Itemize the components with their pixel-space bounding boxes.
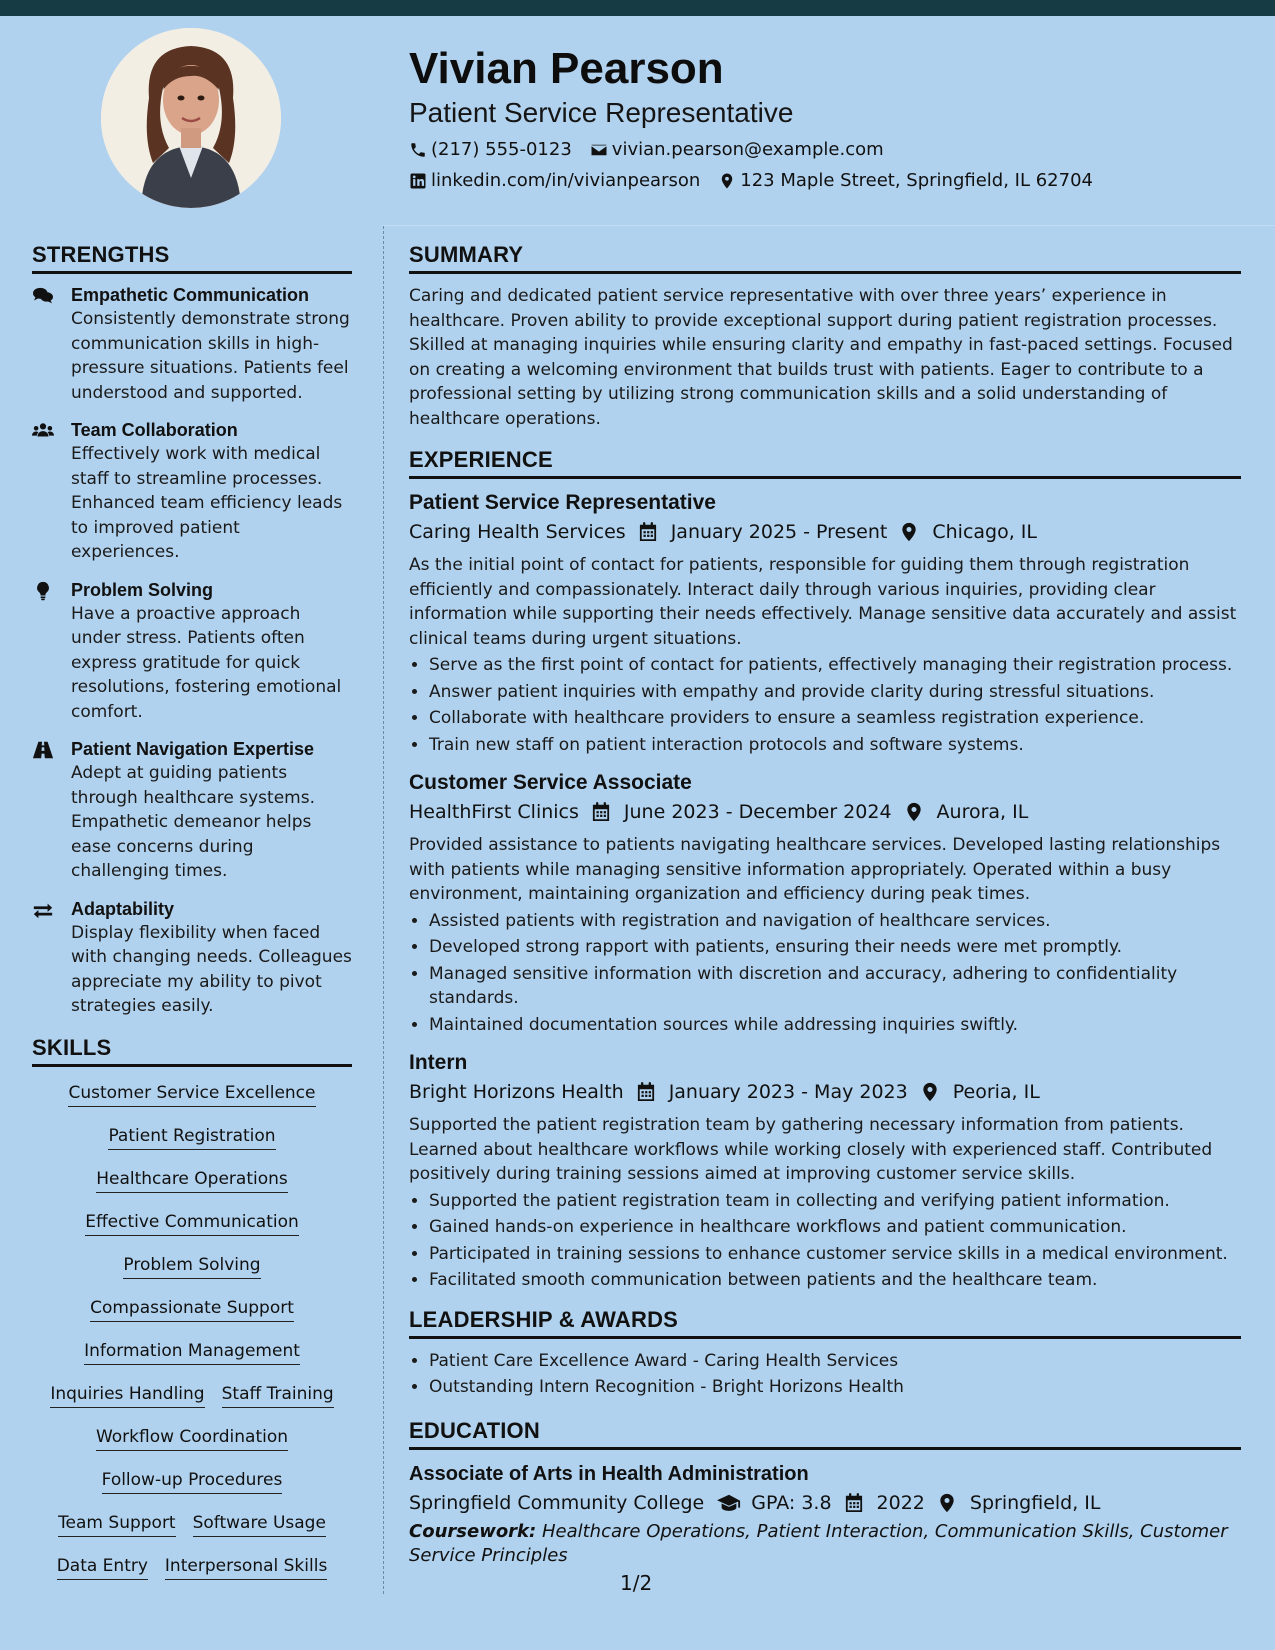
strength-description: Effectively work with medical staff to streamline processes. Enhanced team efficiency leads to improved patient experiences. [71, 444, 343, 562]
coursework-text: Healthcare Operations, Patient Interaction, Communication Skills, Customer Service Principles [409, 1520, 1228, 1566]
linkedin-contact[interactable] [409, 170, 700, 192]
job-bullet: • Facilitated smooth communication between patients and the healthcare team. [429, 1268, 1241, 1293]
job-location: Aurora, IL [936, 801, 1029, 823]
strength-item [32, 898, 352, 1019]
skill-tag: Workflow Coordination [96, 1425, 288, 1451]
job-bullet: • Serve as the first point of contact for patients, effectively managing their registration process. [429, 653, 1241, 678]
job-bullets [409, 1189, 1241, 1293]
skill-tag: Follow-up Procedures [102, 1468, 283, 1494]
candidate-name: Vivian Pearson [409, 44, 724, 93]
skill-row [32, 1382, 352, 1408]
job-entry [409, 769, 1241, 1037]
skill-tag: Interpersonal Skills [165, 1554, 327, 1580]
address-contact [718, 170, 1093, 192]
job-title: Customer Service Associate [409, 771, 692, 794]
education-location: Springfield, IL [969, 1491, 1101, 1514]
job-dates: June 2023 - December 2024 [623, 801, 892, 823]
resume-header [409, 42, 1249, 192]
job-location: Peoria, IL [952, 1081, 1040, 1103]
map-pin-icon [900, 522, 918, 542]
strength-description: Have a proactive approach under stress. Patients often express gratitude for quick resolutions, fostering emotional comfort. [71, 603, 342, 722]
skill-tag: Team Support [58, 1511, 176, 1537]
school-name [409, 1490, 704, 1516]
strength-item [32, 284, 352, 405]
skill-row [32, 1124, 352, 1150]
portrait-image [101, 28, 281, 208]
users-icon [32, 421, 54, 441]
company-name: HealthFirst Clinics [409, 801, 579, 823]
map-pin-icon [718, 172, 736, 190]
email-text: vivian.pearson@example.com [611, 139, 884, 160]
job-bullet: • Maintained documentation sources while addressing inquiries swiftly. [429, 1013, 1241, 1038]
calendar-icon [845, 1493, 863, 1513]
coursework [409, 1520, 1241, 1569]
job-meta [409, 1079, 1241, 1105]
skill-row [32, 1296, 352, 1322]
email-contact[interactable] [590, 139, 884, 161]
skill-row [32, 1511, 352, 1537]
strength-description: Adept at guiding patients through healthcare systems. Empathetic demeanor helps ease concerns during challenging times. [71, 763, 315, 881]
job-bullets [409, 909, 1241, 1038]
experience-heading: EXPERIENCE [409, 445, 1241, 479]
phone-contact[interactable] [409, 139, 572, 161]
calendar-icon [639, 522, 657, 542]
job-bullet: • Answer patient inquiries with empathy and provide clarity during stressful situations. [429, 680, 1241, 705]
skill-tag: Staff Training [222, 1382, 334, 1408]
job-meta [409, 799, 1241, 825]
left-column [32, 240, 352, 1597]
strength-description: Display flexibility when faced with changing needs. Colleagues appreciate my ability to pivot strategies easily. [71, 922, 352, 1016]
job-bullet: • Assisted patients with registration and navigation of healthcare services. [429, 909, 1241, 934]
strength-item [32, 738, 352, 884]
linkedin-text: linkedin.com/in/vivianpearson [431, 170, 701, 191]
job-bullet: • Supported the patient registration team in collecting and verifying patient information. [429, 1189, 1241, 1214]
graduation-cap-icon [717, 1493, 741, 1513]
map-pin-icon [905, 802, 923, 822]
job-bullet: • Gained hands-on experience in healthcare workflows and patient communication. [429, 1215, 1241, 1240]
skill-tag: Compassionate Support [90, 1296, 294, 1322]
skill-row [32, 1253, 352, 1279]
skill-row [32, 1425, 352, 1451]
road-icon [32, 740, 54, 760]
awards-heading: LEADERSHIP & AWARDS [409, 1305, 1241, 1339]
education-heading: EDUCATION [409, 1416, 1241, 1450]
map-pin-icon [938, 1493, 956, 1513]
job-bullet: • Participated in training sessions to enhance customer service skills in a medical environment. [429, 1242, 1241, 1267]
chat-bubbles-icon [32, 286, 54, 306]
skill-tag: Information Management [84, 1339, 300, 1365]
skill-tag: Customer Service Excellence [68, 1081, 315, 1107]
strengths-heading: STRENGTHS [32, 240, 352, 274]
job-bullets [409, 653, 1241, 757]
strength-title: Empathetic Communication [71, 285, 310, 305]
job-bullet: • Developed strong rapport with patients, ensuring their needs were met promptly. [429, 935, 1241, 960]
linkedin-icon [409, 172, 427, 190]
strength-title: Problem Solving [71, 579, 214, 600]
skill-row [32, 1167, 352, 1193]
job-title: Patient Service Representative [409, 491, 716, 514]
job-list [409, 489, 1241, 1293]
skill-row [32, 1210, 352, 1236]
skills-list [32, 1081, 352, 1580]
award-item: • Patient Care Excellence Award - Caring Health Services [429, 1349, 1241, 1374]
skill-tag: Data Entry [57, 1554, 148, 1580]
job-meta [409, 519, 1241, 545]
gpa-text: GPA: 3.8 [751, 1491, 832, 1514]
job-description: Supported the patient registration team by gathering necessary information from patients. Learned about healthcare workflows while working closely with experienced staff. Contributed positively during training sessions aimed at improving customer service skills. [409, 1115, 1213, 1184]
summary-text: Caring and dedicated patient service representative with over three years’ experience in healthcare. Proven ability to provide exceptional support during patient registration processes. Skilled at managing inquiries while ensuring clarity and empathy in fast-paced settings. Focused on creating a welcoming environment that builds trust with patients. Eager to contribute to a professional setting by utilizing strong communication skills and a solid understanding of healthcare operations. [409, 286, 1233, 429]
header-divider [382, 225, 1275, 226]
top-accent-bar [0, 0, 1275, 16]
contact-row-2 [409, 170, 1249, 192]
job-entry [409, 1049, 1241, 1293]
job-bullet: • Collaborate with healthcare providers to ensure a seamless registration experience. [429, 706, 1241, 731]
job-bullet: • Train new staff on patient interaction protocols and software systems. [429, 733, 1241, 758]
skill-tag: Problem Solving [123, 1253, 260, 1279]
contact-row-1 [409, 139, 1249, 161]
exchange-arrows-icon [32, 900, 54, 920]
job-location: Chicago, IL [932, 521, 1037, 543]
skill-tag: Patient Registration [108, 1124, 275, 1150]
company-name: Bright Horizons Health [409, 1081, 624, 1103]
strength-title: Team Collaboration [71, 420, 238, 440]
envelope-icon [590, 141, 608, 159]
education-meta [409, 1490, 1241, 1516]
skill-row [32, 1554, 352, 1580]
job-dates: January 2023 - May 2023 [668, 1081, 908, 1103]
awards-list [409, 1349, 1241, 1400]
strength-title: Patient Navigation Expertise [71, 739, 315, 759]
right-column [409, 240, 1241, 1569]
coursework-label: Coursework: [409, 1520, 537, 1542]
strength-description: Consistently demonstrate strong communication skills in high-pressure situations. Patients feel understood and supported. [71, 309, 350, 403]
award-item: • Outstanding Intern Recognition - Bright Horizons Health [429, 1375, 1241, 1400]
skill-tag: Software Usage [193, 1511, 326, 1537]
phone-text: (217) 555-0123 [431, 139, 572, 160]
job-bullet: • Managed sensitive information with discretion and accuracy, adhering to confidentiality standards. [429, 962, 1241, 1011]
phone-icon [409, 141, 427, 159]
company-name: Caring Health Services [409, 521, 626, 543]
lightbulb-icon [32, 581, 54, 601]
skill-row [32, 1339, 352, 1365]
page-number: 1/2 [620, 1571, 653, 1595]
skill-tag: Inquiries Handling [50, 1382, 204, 1408]
job-description: Provided assistance to patients navigating healthcare services. Developed lasting relationships with patients while managing sensitive information appropriately. Operated within a busy environment, maintaining organization and efficiency during peak times. [409, 835, 1221, 904]
school-text: Springfield Community College [409, 1491, 705, 1514]
calendar-icon [637, 1082, 655, 1102]
skill-row [32, 1468, 352, 1494]
candidate-title: Patient Service Representative [409, 97, 794, 128]
strength-item [32, 419, 352, 565]
skill-tag: Effective Communication [85, 1210, 299, 1236]
job-title: Intern [409, 1051, 468, 1074]
strength-title: Adaptability [71, 898, 175, 919]
calendar-icon [592, 802, 610, 822]
skill-tag: Healthcare Operations [96, 1167, 288, 1193]
job-dates: January 2025 - Present [670, 521, 888, 543]
column-divider [383, 226, 384, 1594]
job-entry [409, 489, 1241, 757]
profile-photo [101, 28, 281, 208]
summary-heading: SUMMARY [409, 240, 1241, 274]
strength-item [32, 579, 352, 725]
skills-heading: SKILLS [32, 1033, 352, 1067]
job-description: As the initial point of contact for patients, responsible for guiding them through registration efficiently and compassionately. Interact daily through various inquiries, providing clear information while supporting their needs effectively. Manage sensitive data accurately and assist clinical teams during urgent situations. [409, 555, 1237, 649]
map-pin-icon [921, 1082, 939, 1102]
address-text: 123 Maple Street, Springfield, IL 62704 [740, 170, 1093, 191]
graduation-year: 2022 [876, 1491, 925, 1514]
degree-title: Associate of Arts in Health Administration [409, 1462, 809, 1485]
skill-row [32, 1081, 352, 1107]
